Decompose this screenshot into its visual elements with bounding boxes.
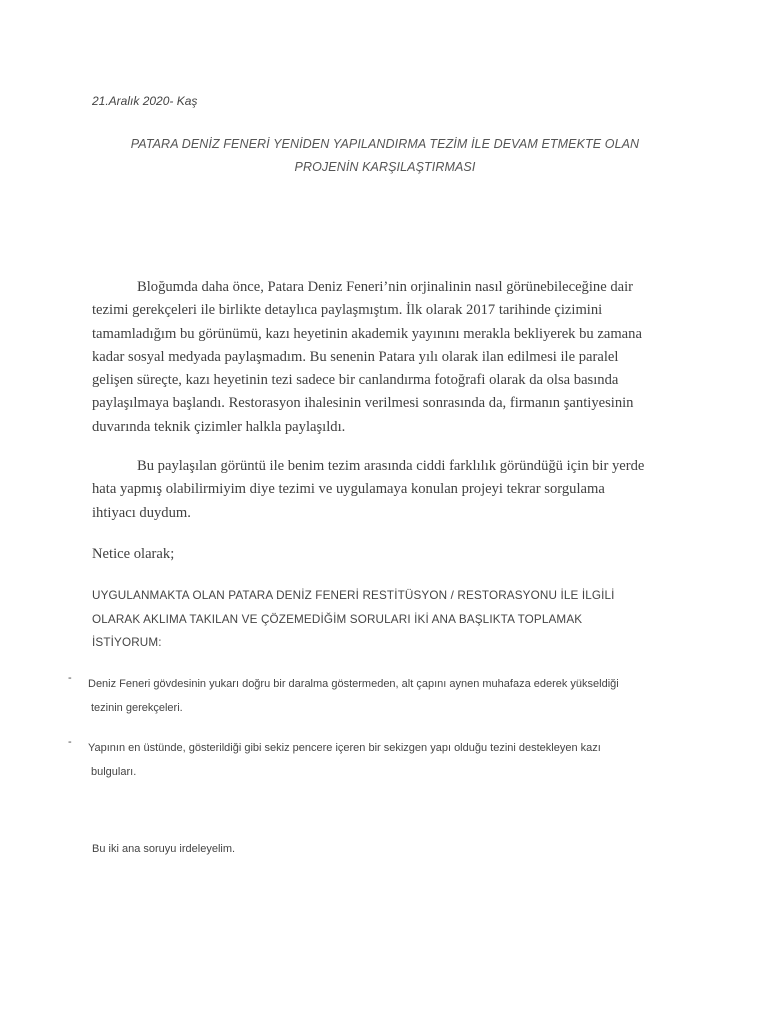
heading-line: OLARAK AKLIMA TAKILAN VE ÇÖZEMEDİĞİM SORULARI İKİ ANA BAŞLIKTA TOPLAMAK (92, 612, 583, 626)
title-line: PROJENİN KARŞILAŞTIRMASI (294, 160, 476, 174)
list-item-line: tezinin gerekçeleri. (91, 702, 183, 714)
list-item-line: Deniz Feneri gövdesinin yukarı doğru bir daralma göstermeden, alt çapını aynen muhafaza ederek yükseldiği (88, 678, 619, 690)
paragraph-line: tamamladığım bu görünümü, kazı heyetinin akademik yayınını merakla bekliyerek bu zamana (92, 325, 642, 342)
list-item-line: bulguları. (91, 766, 137, 778)
paragraph-conclusion: Netice olarak; (92, 546, 175, 562)
document-title (100, 133, 670, 179)
heading-line: UYGULANMAKTA OLAN PATARA DENİZ FENERİ RESTİTÜSYON / RESTORASYONU İLE İLGİLİ (92, 589, 615, 602)
document-date: 21.Aralık 2020- Kaş (92, 94, 198, 108)
list-item-line: Yapının en üstünde, gösterildiği gibi sekiz pencere içeren bir sekizgen yapı olduğu tezini destekleyen kazı (88, 742, 601, 754)
bullet-dash: - (68, 736, 72, 748)
paragraph-line: paylaşılmaya başlandı. Restorasyon ihalesinin verilmesi sonrasında da, firmanın şantiyesinin (92, 395, 634, 412)
paragraph-line: duvarında teknik çizimler halkla paylaşıldı. (92, 418, 346, 435)
title-line: PATARA DENİZ FENERİ YENİDEN YAPILANDIRMA TEZİM İLE DEVAM ETMEKTE OLAN (130, 137, 640, 151)
paragraph-line: hata yapmış olabilirmiyim diye tezimi ve uygulamaya konulan projeyi tekrar sorgulama (92, 481, 605, 498)
bullet-dash: - (68, 672, 72, 684)
paragraph-line: tezimi gerekçeleri ile birlikte detaylıca paylaşmıştım. İlk olarak 2017 tarihinde çizimini (92, 302, 603, 319)
paragraph-intro (92, 276, 692, 439)
paragraph-comparison (92, 455, 692, 525)
paragraph-line: kadar sosyal medyada paylaşmadım. Bu senenin Patara yılı olarak ilan edilmesi ile paralel (92, 348, 619, 365)
heading-line: İSTİYORUM: (92, 636, 162, 649)
paragraph-line: gelişen süreçte, kazı heyetinin tezi sadece bir canlandırma fotoğrafi olarak da olsa basında (92, 372, 619, 389)
paragraph-line: Bloğumda daha önce, Patara Deniz Feneri’nin orjinalinin nasıl görünebileceğine dair (137, 279, 634, 295)
questions-heading (92, 584, 692, 655)
closing-sentence: Bu iki ana soruyu irdeleyelim. (92, 843, 236, 855)
paragraph-line: Bu paylaşılan görüntü ile benim tezim arasında ciddi farklılık göründüğü için bir yerde (137, 458, 645, 474)
paragraph-line: ihtiyacı duydum. (92, 504, 191, 521)
